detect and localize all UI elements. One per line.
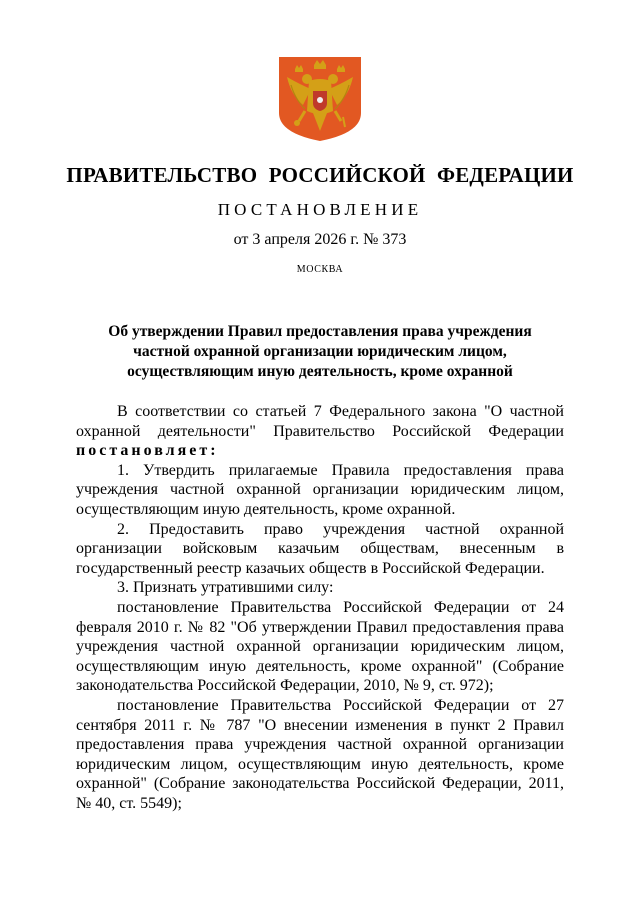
document-type: ПОСТАНОВЛЕНИЕ bbox=[217, 200, 423, 219]
preamble-paragraph bbox=[76, 402, 564, 461]
city-label: МОСКВА bbox=[296, 264, 344, 275]
russian-coat-of-arms-icon bbox=[277, 55, 363, 143]
item-1: 1. Утвердить прилагаемые Правила предоставления права учреждения частной охранной организации юридическим лицом, осуществляющим иную деятельность, кроме охранной. bbox=[76, 461, 564, 518]
decree-word: постановляет: bbox=[76, 442, 219, 460]
document-body bbox=[76, 402, 564, 813]
document-title: Об утверждении Правил предоставления права учреждения частной охранной организации юридическим лицом, осуществляющим иную деятельность, кроме охранной bbox=[108, 323, 532, 380]
repealed-act-1: постановление Правительства Российской Федерации от 24 февраля 2010 г. № 82 "Об утверждении Правил предоставления права учреждения частной охранной организации юридическим лицом, осуществляющим иную деятельность, кроме охранной" (Собрание законодательства Российской Федерации, 2010, № 9, ст. 972); bbox=[76, 598, 564, 695]
item-2: 2. Предоставить право учреждения частной охранной организации войсковым казачьим обществам, внесенным в государственный реестр казачьих обществ в Российской Федерации. bbox=[76, 520, 564, 577]
preamble-text: В соответствии со статьей 7 Федерального закона "О частной охранной деятельности" Правительство Российской Федерации bbox=[76, 403, 564, 440]
decree-date-number: от 3 апреля 2026 г. № 373 bbox=[233, 231, 407, 248]
repealed-act-2: постановление Правительства Российской Федерации от 27 сентября 2011 г. № 787 "О внесении изменения в пункт 2 Правил предоставления права учреждения частной охранной организации юридическим лицом, осуществляющим иную деятельность, кроме охранной" (Собрание законодательства Российской Федерации, 2011, № 40, ст. 5549); bbox=[76, 696, 564, 812]
item-3: 3. Признать утратившими силу: bbox=[117, 579, 334, 597]
government-title: ПРАВИТЕЛЬСТВО РОССИЙСКОЙ ФЕДЕРАЦИИ bbox=[66, 163, 574, 187]
